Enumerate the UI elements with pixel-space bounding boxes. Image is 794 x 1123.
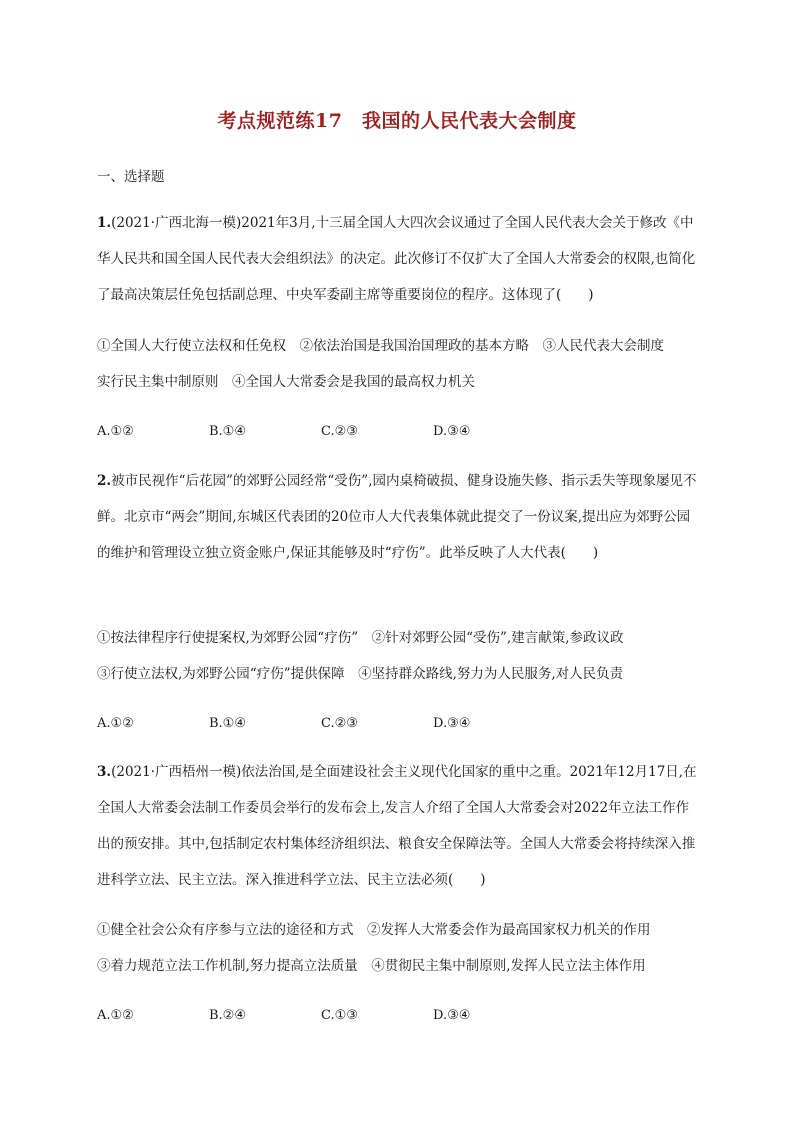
question-2-answer-a: A.①② bbox=[97, 716, 134, 731]
question-2-option-line-2: ③行使立法权,为郊野公园“疗伤”提供保障 ④坚持群众路线,努力为人民服务,对人民负责 bbox=[97, 666, 624, 682]
question-1-number: 1. bbox=[97, 215, 112, 231]
question-1 bbox=[97, 205, 697, 313]
question-3-stem bbox=[97, 754, 697, 898]
question-1-answer-c: C.②③ bbox=[321, 424, 358, 439]
question-3-text: (2021·广西梧州一模)依法治国,是全面建设社会主义现代化国家的重中之重。2021年12月17日,在全国人大常委会法制工作委员会举行的发布会上,发言人介绍了全国人大常委会对2022年立法工作作出的预安排。其中,包括制定农村集体经济组织法、粮食安全保障法等。全国人大常委会将持续深入推进科学立法、民主立法。深入推进科学立法、民主立法必须( ) bbox=[97, 764, 697, 888]
question-3-option-line-2: ③着力规范立法工作机制,努力提高立法质量 ④贯彻民主集中制原则,发挥人民立法主体作用 bbox=[97, 958, 646, 974]
question-3-answer-c: C.①③ bbox=[321, 1008, 358, 1023]
question-2-answer-d: D.③④ bbox=[433, 716, 471, 731]
question-2-stem bbox=[97, 463, 697, 571]
question-1-answers bbox=[97, 424, 697, 439]
question-1-answer-d: D.③④ bbox=[433, 424, 471, 439]
question-3-number: 3. bbox=[97, 764, 112, 780]
question-2-option-line-1: ①按法律程序行使提案权,为郊野公园“疗伤” ②针对郊野公园“受伤”,建言献策,参政议政 bbox=[97, 630, 624, 646]
question-1-option-line-1: ①全国人大行使立法权和任免权 ②依法治国是我国治国理政的基本方略 ③人民代表大会制度 bbox=[97, 338, 664, 354]
question-2-answer-b: B.①④ bbox=[209, 716, 246, 731]
question-3-answer-d: D.③④ bbox=[433, 1008, 471, 1023]
question-3-answers bbox=[97, 1008, 697, 1023]
question-2-number: 2. bbox=[97, 473, 112, 489]
question-1-answer-a: A.①② bbox=[97, 424, 134, 439]
question-1-options bbox=[97, 328, 697, 400]
question-1-stem bbox=[97, 205, 697, 313]
page-title: 考点规范练17 我国的人民代表大会制度 bbox=[217, 110, 577, 132]
question-2-text: 被市民视作“后花园”的郊野公园经常“受伤”,园内桌椅破损、健身设施失修、指示丢失等现象屡见不鲜。北京市“两会”期间,东城区代表团的20位市人大代表集体就此提交了一份议案,提出应为郊野公园的维护和管理设立独立资金账户,保证其能够及时“疗伤”。此举反映了人大代表( ) bbox=[97, 473, 697, 561]
question-1-option-line-2: 实行民主集中制原则 ④全国人大常委会是我国的最高权力机关 bbox=[97, 374, 475, 390]
question-2-answers bbox=[97, 716, 697, 731]
question-3 bbox=[97, 754, 697, 898]
question-3-option-line-1: ①健全社会公众有序参与立法的途径和方式 ②发挥人大常委会作为最高国家权力机关的作用 bbox=[97, 922, 651, 938]
question-1-text: (2021·广西北海一模)2021年3月,十三届全国人大四次会议通过了全国人民代表大会关于修改《中华人民共和国全国人民代表大会组织法》的决定。此次修订不仅扩大了全国人大常委会的权限,也简化了最高决策层任免包括副总理、中央军委副主席等重要岗位的程序。这体现了( ) bbox=[97, 215, 696, 303]
question-3-options bbox=[97, 912, 697, 984]
question-3-answer-a: A.①② bbox=[97, 1008, 134, 1023]
question-2 bbox=[97, 463, 697, 571]
section-heading: 一、选择题 bbox=[97, 169, 165, 185]
question-2-options bbox=[97, 620, 697, 692]
question-2-answer-c: C.②③ bbox=[321, 716, 358, 731]
question-1-answer-b: B.①④ bbox=[209, 424, 246, 439]
question-3-answer-b: B.②④ bbox=[209, 1008, 246, 1023]
